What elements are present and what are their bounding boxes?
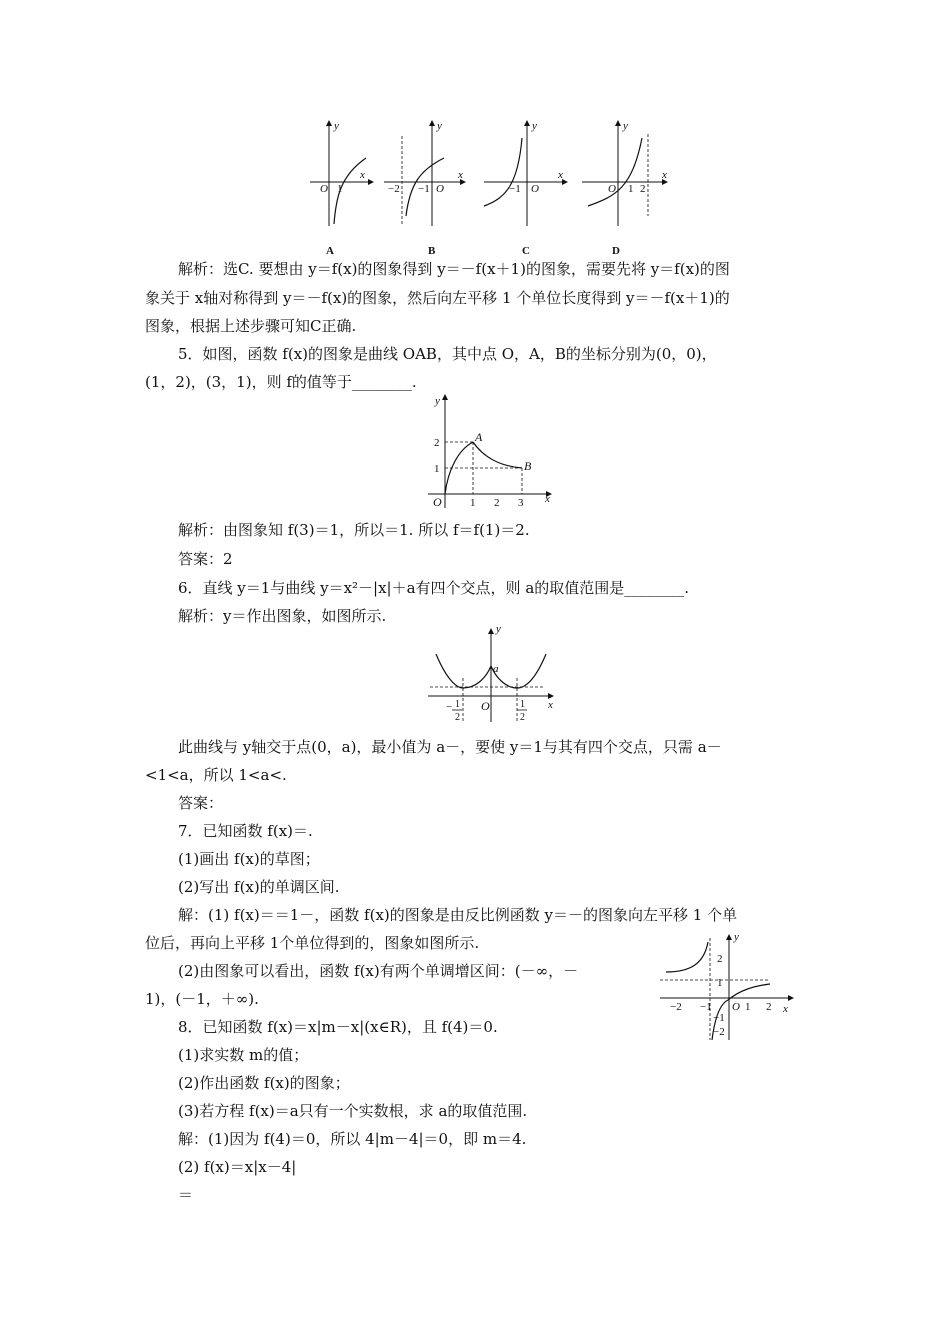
tick-label: −2 — [713, 1026, 725, 1038]
origin-label: O — [433, 495, 442, 509]
x-axis-label: x — [458, 169, 463, 181]
text-line: (2) f(x)＝x|x－4| — [178, 1158, 297, 1176]
tick-label: 1 — [745, 1001, 751, 1013]
option-letter: A — [326, 245, 334, 257]
graph-b — [384, 120, 466, 257]
tick-label: −1 — [509, 183, 521, 195]
origin-label: O — [481, 699, 490, 713]
text-line: (1)画出 f(x)的草图； — [178, 850, 320, 868]
text-line: 解析：y＝作出图象，如图所示. — [178, 607, 387, 625]
question-7: 7．已知函数 f(x)＝. — [178, 822, 313, 840]
tick-label: 1 — [337, 183, 343, 195]
tick-label: 2 — [434, 437, 440, 449]
tick-label: −2 — [670, 1001, 682, 1013]
text-line: ＝ — [178, 1186, 194, 1204]
minus-sign: − — [446, 701, 453, 713]
tick-label: −1 — [713, 1012, 725, 1024]
origin-label: O — [732, 1001, 740, 1013]
text-line: (1，2)，(3，1)，则 f的值等于________. — [145, 373, 417, 391]
x-axis-label: x — [548, 699, 553, 711]
tick-label: 2 — [494, 497, 500, 509]
text-line: 解析：选C. 要想由 y＝f(x)的图象得到 y＝－f(x＋1)的图象，需要先将 y＝f(x)的图 — [178, 260, 730, 278]
option-letter: D — [612, 245, 620, 257]
origin-label: O — [531, 183, 539, 195]
point-b-label: B — [524, 459, 532, 473]
y-axis-label: y — [334, 120, 339, 132]
question-6: 6．直线 y＝1与曲线 y＝x²－|x|＋a有四个交点，则 a的取值范围是________. — [178, 579, 690, 597]
answer-line: 答案： — [178, 794, 224, 812]
graph-a — [310, 120, 374, 257]
fraction-denominator: 2 — [520, 712, 525, 723]
x-axis-label: x — [783, 1003, 788, 1015]
text-line: 图象，根据上述步骤可知C正确. — [145, 317, 357, 335]
tick-label: 3 — [518, 497, 524, 509]
graph-d — [582, 120, 668, 257]
x-axis-label: x — [662, 169, 667, 181]
text-line: <1<a，所以 1<a<. — [145, 766, 287, 784]
text-line: (1)求实数 m的值； — [178, 1046, 309, 1064]
tick-label: 2 — [640, 183, 646, 195]
text-line: (2)由图象可以看出，函数 f(x)有两个单调增区间：(－∞，－ — [178, 962, 579, 980]
text-line: 此曲线与 y轴交于点(0，a)，最小值为 a－，要使 y＝1与其有四个交点，只需 a－ — [178, 738, 722, 756]
fraction-denominator: 2 — [455, 712, 460, 723]
point-a-label: A — [475, 430, 483, 444]
y-axis-label: y — [532, 120, 537, 132]
text-line: (2)写出 f(x)的单调区间. — [178, 878, 340, 896]
text-line: (2)作出函数 f(x)的图象； — [178, 1074, 350, 1092]
text-line: 解：(1) f(x)＝＝1－，函数 f(x)的图象是由反比例函数 y＝－的图象向左平移 1 个单 — [178, 906, 738, 924]
question-5: 5．如图，函数 f(x)的图象是曲线 OAB，其中点 O，A，B的坐标分别为(0，0)， — [178, 345, 717, 363]
option-letter: B — [428, 245, 436, 257]
option-letter: C — [522, 245, 530, 257]
tick-label: 1 — [470, 497, 476, 509]
answer-line: 答案：2 — [178, 550, 233, 568]
tick-label: 1 — [434, 463, 440, 475]
x-axis-label: x — [558, 169, 563, 181]
x-axis-label: x — [545, 493, 550, 505]
question-8: 8．已知函数 f(x)＝x|m－x|(x∈R)，且 f(4)＝0. — [178, 1018, 498, 1036]
text-line: 解析：由图象知 f(3)＝1，所以＝1. 所以 f＝f(1)＝2. — [178, 521, 530, 539]
text-line: 解：(1)因为 f(4)＝0，所以 4|m－4|＝0，即 m＝4. — [178, 1130, 527, 1148]
x-axis-label: x — [360, 169, 365, 181]
a-label: a — [493, 663, 499, 675]
origin-label: O — [608, 183, 616, 195]
fraction-numerator: 1 — [455, 699, 460, 710]
text-line: 1)，(－1，＋∞). — [145, 990, 259, 1008]
origin-label: O — [436, 183, 444, 195]
question-5-graph — [0, 390, 950, 520]
tick-label: 2 — [766, 1001, 772, 1013]
tick-label: 2 — [717, 953, 723, 965]
y-axis-label: y — [623, 120, 628, 132]
tick-label: 1 — [717, 977, 723, 989]
question-6-graph — [0, 622, 950, 732]
text-line: 位后，再向上平移 1个单位得到的，图象如图所示. — [145, 934, 480, 952]
y-axis-label: y — [437, 120, 442, 132]
graph-c — [484, 120, 568, 257]
text-line: 象关于 x轴对称得到 y＝－f(x)的图象，然后向左平移 1 个单位长度得到 y＝－f(x＋1)的 — [145, 289, 730, 307]
tick-label: −1 — [418, 183, 430, 195]
tick-label: −1 — [700, 1001, 712, 1013]
y-axis-label: y — [435, 395, 440, 407]
y-axis-label: y — [496, 623, 501, 635]
origin-label: O — [320, 183, 328, 195]
fraction-numerator: 1 — [520, 699, 525, 710]
tick-label: −2 — [388, 183, 400, 195]
text-line: (3)若方程 f(x)＝a只有一个实数根，求 a的取值范围. — [178, 1102, 528, 1120]
y-axis-label: y — [734, 931, 739, 943]
tick-label: 1 — [628, 183, 634, 195]
option-graphs-figure — [0, 118, 950, 258]
